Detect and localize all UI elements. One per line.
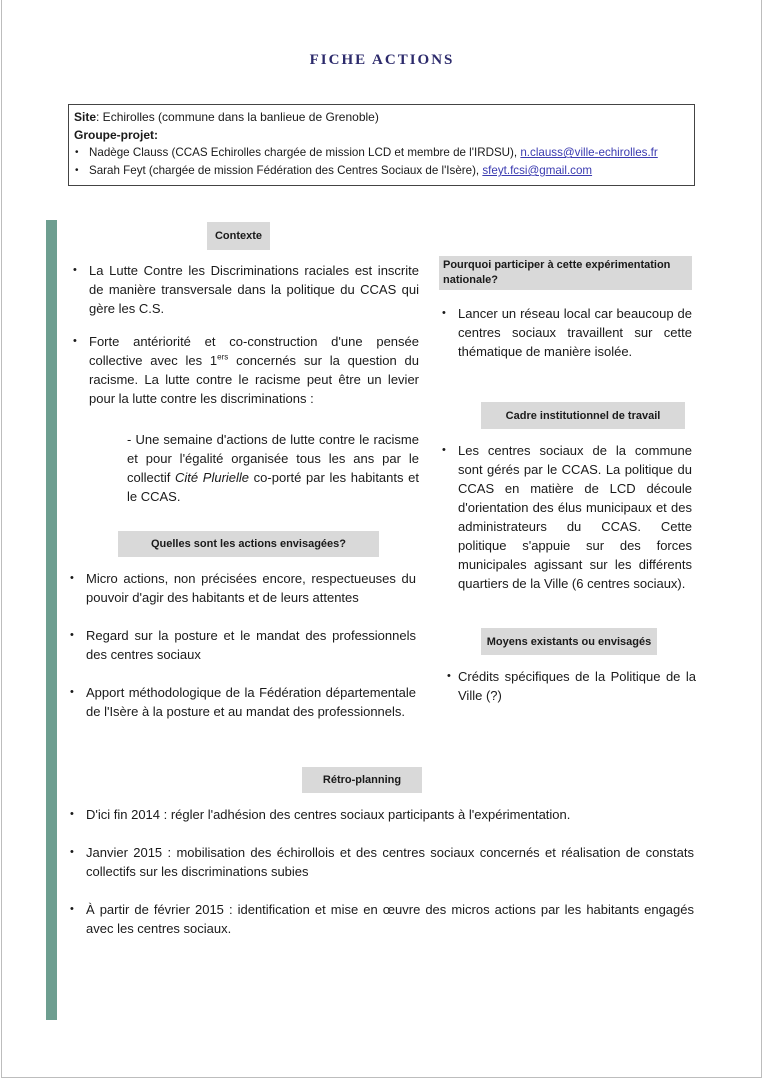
list-item: • Les centres sociaux de la commune sont gérés par le CCAS. La politique du CCAS en matière de LCD découle d'orientation des élus municipaux et des administrateurs du CCAS. Cette politique s'appuie sur des forces municipales agissant sur les différents quartiers de la Ville (6 centres sociaux). (439, 441, 692, 593)
section-header-pourquoi: Pourquoi participer à cette expérimentation nationale? (439, 256, 692, 290)
site-label: Site (74, 110, 97, 124)
list-item: • Apport méthodologique de la Fédération départementale de l'Isère à la posture et au mandat des professionnels. (67, 683, 416, 721)
list-item: • D'ici fin 2014 : régler l'adhésion des centres sociaux participants à l'expérimentation. (67, 805, 694, 824)
section-header-moyens: Moyens existants ou envisagés (481, 628, 657, 655)
retro-section (67, 805, 694, 938)
member-item: • Nadège Clauss (CCAS Echirolles chargée de mission LCD et membre de l'IRDSU), n.clauss@ville-echirolles.fr (74, 144, 689, 162)
email-link[interactable]: sfeyt.fcsi@gmail.com (482, 164, 593, 177)
cadre-section (439, 441, 692, 593)
group-line: Groupe-projet: (74, 128, 158, 142)
list-item: • Janvier 2015 : mobilisation des échirollois et des centres sociaux concernés et réalisation de constats collectifs sur les discriminations subies (67, 843, 694, 881)
page-title: FICHE ACTIONS (309, 52, 455, 68)
sub-item: - Une semaine d'actions de lutte contre le racisme et pour l'égalité organisée tous les ans par le collectif Cité Plurielle co-porté par les habitants et le CCAS. (127, 432, 419, 504)
group-label: Groupe-projet (74, 128, 154, 142)
section-header-contexte: Contexte (207, 222, 270, 250)
decorative-side-bar (46, 220, 57, 1020)
member-list (74, 144, 689, 180)
section-header-retro: Rétro-planning (302, 767, 422, 793)
section-header-cadre: Cadre institutionnel de travail (481, 402, 685, 429)
email-link[interactable]: n.clauss@ville-echirolles.fr (520, 146, 658, 159)
section-header-actions: Quelles sont les actions envisagées? (118, 531, 379, 557)
list-item: • À partir de février 2015 : identification et mise en œuvre des micros actions par les habitants engagés avec les centres sociaux. (67, 900, 694, 938)
list-item: • Regard sur la posture et le mandat des professionnels des centres sociaux (67, 626, 416, 664)
actions-section (67, 569, 416, 721)
list-item: • Micro actions, non précisées encore, respectueuses du pouvoir d'agir des habitants et de leurs attentes (67, 569, 416, 607)
site-value: : Echirolles (commune dans la banlieue de Grenoble) (96, 110, 379, 124)
list-item: • Crédits spécifiques de la Politique de la Ville (?) (444, 667, 696, 705)
project-info-box (68, 104, 695, 186)
member-item: • Sarah Feyt (chargée de mission Fédération des Centres Sociaux de l'Isère), sfeyt.fcsi@gmail.com (74, 162, 689, 180)
list-item: • La Lutte Contre les Discriminations raciales est inscrite de manière transversale dans la politique du CCAS qui gère les C.S. (70, 261, 419, 318)
pourquoi-section (439, 304, 692, 361)
moyens-section (444, 667, 696, 705)
site-line (74, 108, 689, 126)
list-item: • Forte antériorité et co-construction d'une pensée collective avec les 1ers concernés sur la question du racisme. La lutte contre le racisme peut être un levier pour la lutte contre les discriminations : (70, 332, 419, 408)
contexte-section (70, 261, 419, 506)
list-item: • Lancer un réseau local car beaucoup de centres sociaux travaillent sur cette thématique de manière isolée. (439, 304, 692, 361)
